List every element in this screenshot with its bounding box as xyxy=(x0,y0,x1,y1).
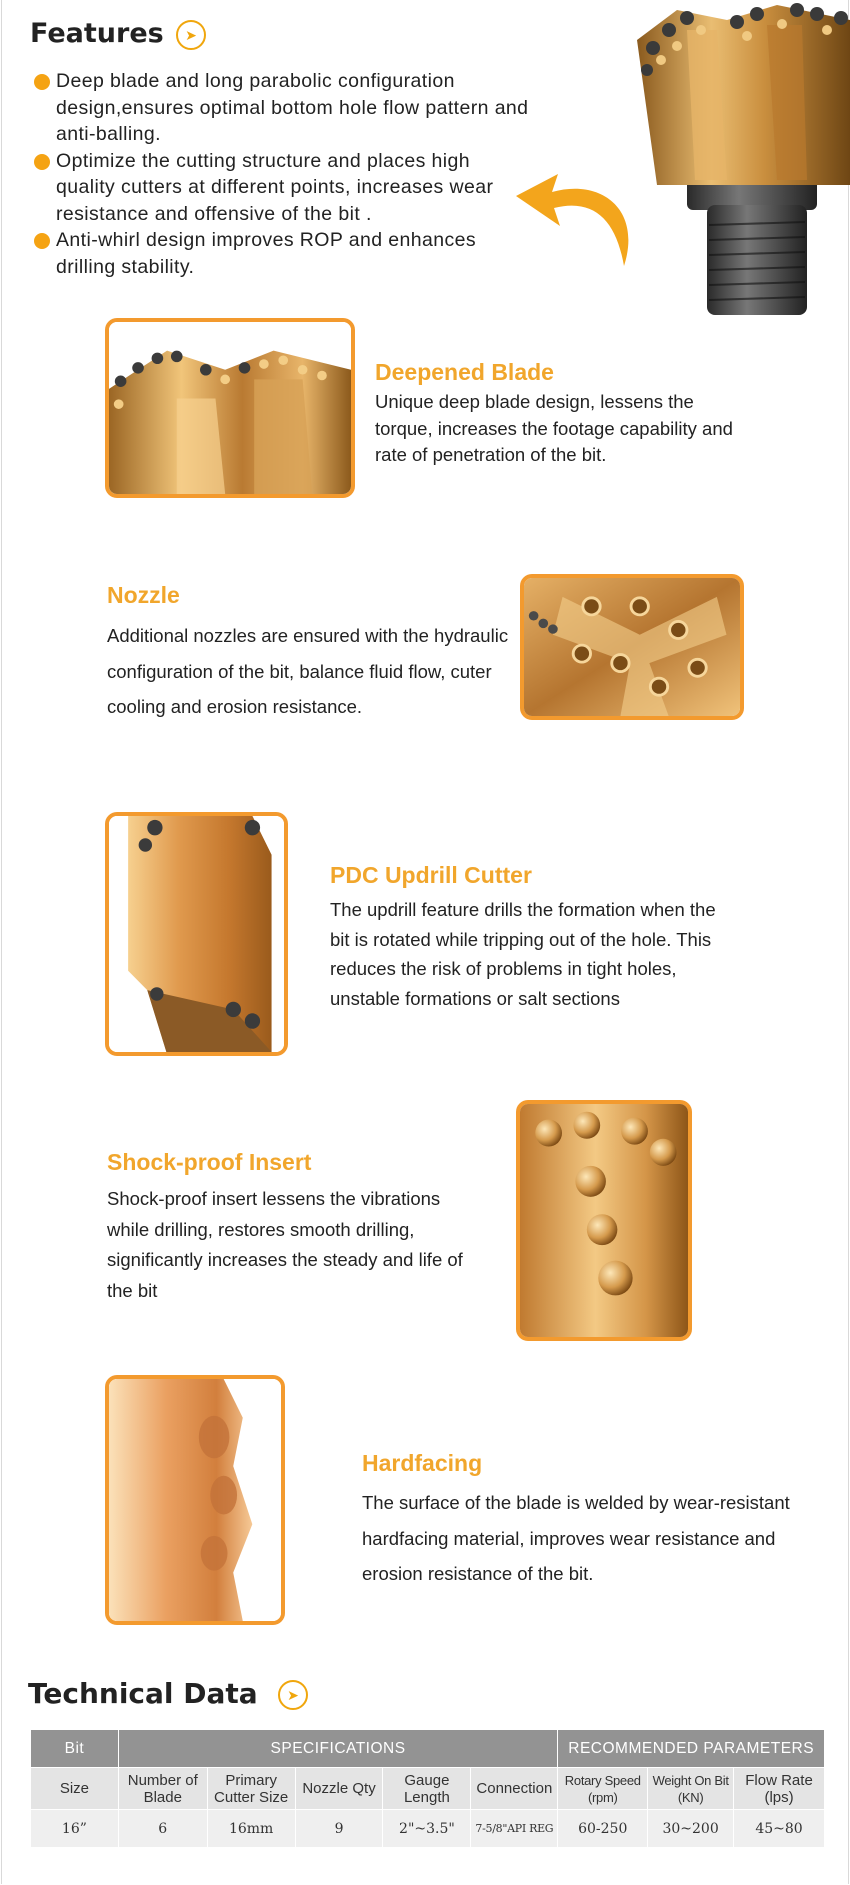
column-flow: Flow Rate (lps) xyxy=(734,1768,825,1810)
features-title: Features xyxy=(30,18,164,49)
curved-arrow-icon xyxy=(512,150,632,270)
feature-bullet: Anti-whirl design improves ROP and enhances drilling stability. xyxy=(34,227,534,280)
feature-bullet: Deep blade and long parabolic configuration design,ensures optimal bottom hole flow pattern and anti-balling. xyxy=(34,68,534,148)
item-title: PDC Updrill Cutter xyxy=(330,862,532,888)
shock-proof-insert-image xyxy=(516,1100,692,1341)
item-description: Additional nozzles are ensured with the hydraulic configuration of the bit, balance fluid flow, cuter cooling and erosion resistance. xyxy=(107,625,509,717)
item-title: Deepened Blade xyxy=(375,359,554,385)
table-header-row xyxy=(31,1730,825,1768)
nozzle-image xyxy=(520,574,744,720)
bullet-dot-icon xyxy=(34,233,50,249)
feature-bullet: Optimize the cutting structure and places high quality cutters at different points, increases wear resistance and offensive of the bit . xyxy=(34,148,534,228)
table-row xyxy=(31,1810,825,1848)
item-description: The updrill feature drills the formation when the bit is rotated while tripping out of the hole. This reduces the risk of problems in tight holes, unstable formations or salt sections xyxy=(330,899,716,1009)
item-description: Unique deep blade design, lessens the torque, increases the footage capability and rate of penetration of the bit. xyxy=(375,391,733,465)
header-bit: Bit xyxy=(31,1730,119,1768)
header-specifications: SPECIFICATIONS xyxy=(118,1730,558,1768)
column-blade: Number of Blade xyxy=(118,1768,207,1810)
bullet-dot-icon xyxy=(34,74,50,90)
cell-connection: 7-5/8"API REG xyxy=(471,1810,558,1848)
technical-data-title: Technical Data xyxy=(28,1677,258,1710)
column-size: Size xyxy=(31,1768,119,1810)
bullet-dot-icon xyxy=(34,154,50,170)
column-nozzle: Nozzle Qty xyxy=(295,1768,383,1810)
item-description: Shock-proof insert lessens the vibrations while drilling, restores smooth drilling, significantly increases the steady and life of the bit xyxy=(107,1188,463,1301)
header-recommended: RECOMMENDED PARAMETERS xyxy=(558,1730,825,1768)
item-title: Hardfacing xyxy=(362,1450,483,1476)
drill-bit-image xyxy=(617,0,850,320)
item-title: Nozzle xyxy=(107,582,180,608)
cell-cutter: 16mm xyxy=(207,1810,295,1848)
cell-flow: 45~80 xyxy=(734,1810,825,1848)
column-rotary: Rotary Speed (rpm) xyxy=(558,1768,648,1810)
cell-blade: 6 xyxy=(118,1810,207,1848)
cell-weight: 30~200 xyxy=(648,1810,734,1848)
column-connection: Connection xyxy=(471,1768,558,1810)
updrill-cutter-image xyxy=(105,812,288,1056)
arrow-right-icon: ➤ xyxy=(278,1680,308,1710)
cell-size: 16” xyxy=(31,1810,119,1848)
column-weight: Weight On Bit (KN) xyxy=(648,1768,734,1810)
features-list xyxy=(34,68,534,280)
item-description: The surface of the blade is welded by wear-resistant hardfacing material, improves wear resistance and erosion resistance of the bit. xyxy=(362,1492,790,1584)
arrow-right-icon: ➤ xyxy=(176,20,206,50)
cell-rotary: 60-250 xyxy=(558,1810,648,1848)
column-cutter: Primary Cutter Size xyxy=(207,1768,295,1810)
cell-nozzle: 9 xyxy=(295,1810,383,1848)
item-title: Shock-proof Insert xyxy=(107,1149,312,1175)
cell-gauge: 2"~3.5" xyxy=(383,1810,471,1848)
product-page xyxy=(1,0,849,1884)
hardfacing-image xyxy=(105,1375,285,1625)
column-gauge: Gauge Length xyxy=(383,1768,471,1810)
table-column-row xyxy=(31,1768,825,1810)
deepened-blade-image xyxy=(105,318,355,498)
technical-data-table xyxy=(30,1729,825,1848)
